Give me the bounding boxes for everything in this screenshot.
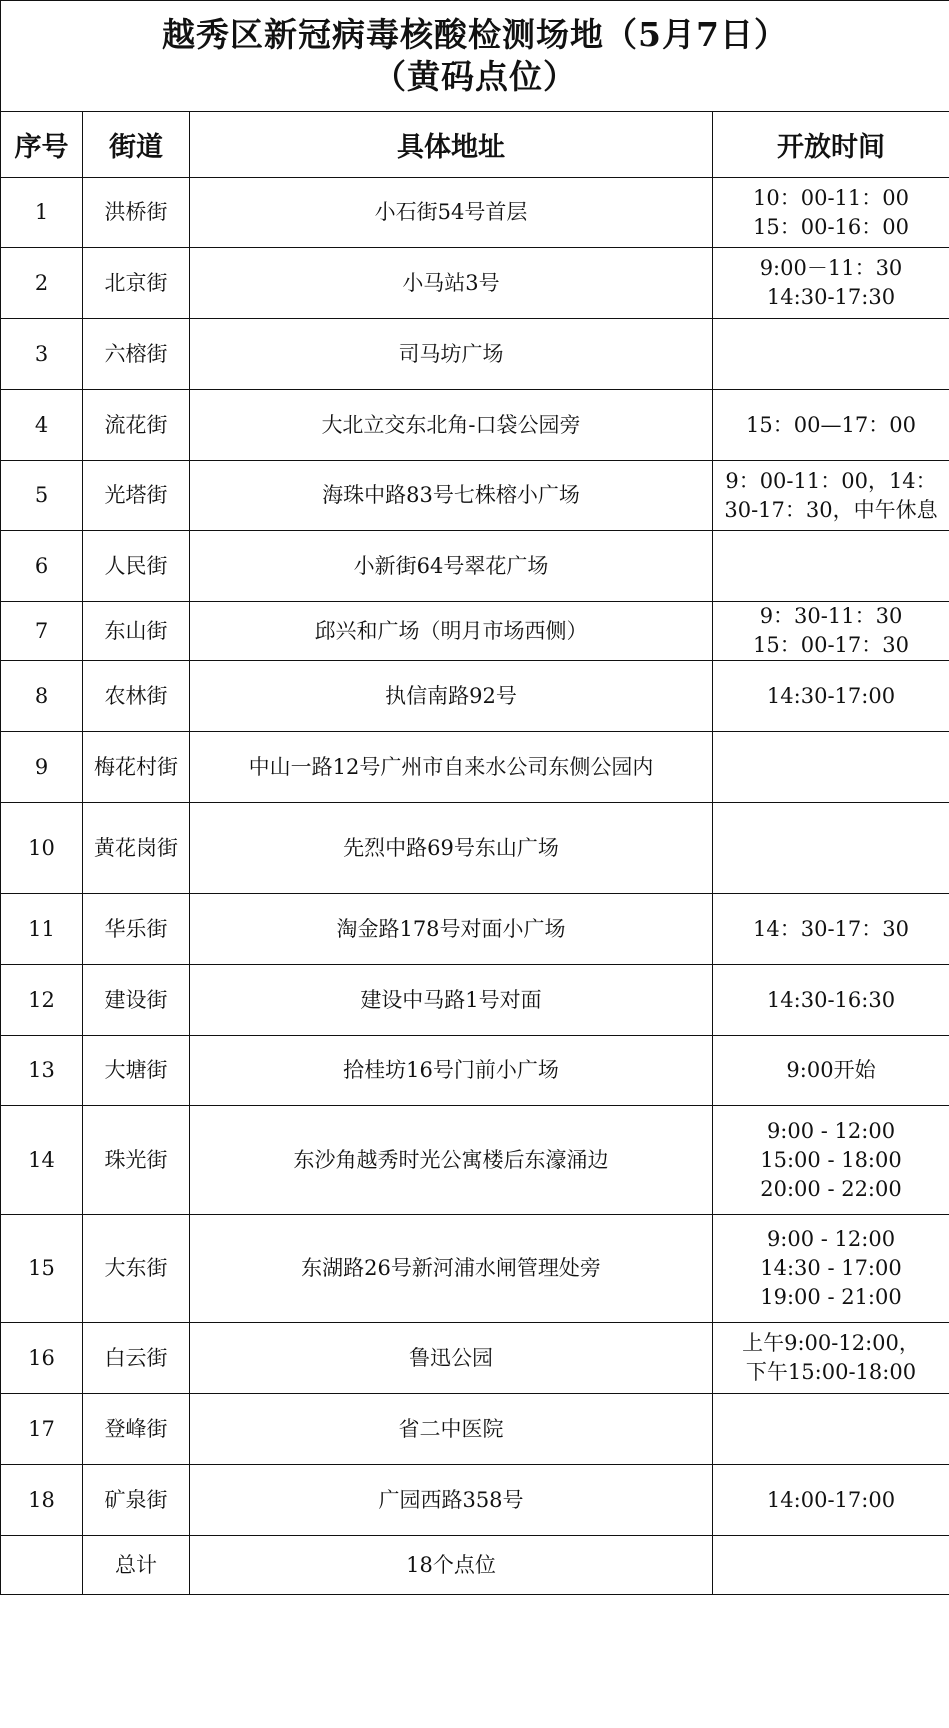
total-blank-hours	[713, 1536, 949, 1595]
hours-line: 下午15:00-18:00	[745, 1360, 917, 1384]
page-title: 越秀区新冠病毒核酸检测场地（5月7日）	[162, 15, 788, 54]
row-address: 广园西路358号	[190, 1465, 713, 1536]
table-row	[1, 248, 949, 319]
row-address: 执信南路92号	[190, 661, 713, 732]
total-value: 18个点位	[190, 1536, 713, 1595]
row-address: 中山一路12号广州市自来水公司东侧公园内	[190, 732, 713, 803]
row-hours	[713, 1106, 949, 1215]
row-street: 黄花岗街	[83, 803, 190, 894]
row-number: 9	[1, 732, 83, 803]
hours-line: 19:00 - 21:00	[760, 1285, 902, 1309]
row-number: 14	[1, 1106, 83, 1215]
row-address: 海珠中路83号七株榕小广场	[190, 461, 713, 531]
table-row	[1, 1394, 949, 1465]
row-address: 东沙角越秀时光公寓楼后东濠涌边	[190, 1106, 713, 1215]
hours-line: 15：00-16：00	[753, 214, 909, 239]
row-number: 13	[1, 1036, 83, 1106]
row-address: 邱兴和广场（明月市场西侧）	[190, 602, 713, 661]
row-street: 登峰街	[83, 1394, 190, 1465]
table-row	[1, 732, 949, 803]
table-row	[1, 178, 949, 248]
row-address: 拾桂坊16号门前小广场	[190, 1036, 713, 1106]
table-row	[1, 1465, 949, 1536]
row-number: 12	[1, 965, 83, 1036]
row-number: 2	[1, 248, 83, 319]
hours-line: 9:00－11：30	[759, 256, 903, 280]
table-row	[1, 390, 949, 461]
table-row	[1, 1215, 949, 1323]
row-hours	[713, 1465, 949, 1536]
row-hours	[713, 1215, 949, 1323]
hours-line: 15:00 - 18:00	[760, 1147, 902, 1172]
row-street: 华乐街	[83, 894, 190, 965]
header-no: 序号	[1, 112, 83, 178]
total-label: 总计	[83, 1536, 190, 1595]
table-row	[1, 894, 949, 965]
row-street: 农林街	[83, 661, 190, 732]
hours-line: 20:00 - 22:00	[760, 1176, 902, 1201]
row-number: 4	[1, 390, 83, 461]
row-street: 矿泉街	[83, 1465, 190, 1536]
row-address: 小石街54号首层	[190, 178, 713, 248]
row-hours	[713, 461, 949, 531]
row-number: 7	[1, 602, 83, 661]
row-street: 光塔街	[83, 461, 190, 531]
hours-line: 10：00-11：00	[753, 185, 909, 210]
table-row	[1, 661, 949, 732]
hours-line: 9:00 - 12:00	[766, 1118, 896, 1143]
hours-line: 9:00开始	[786, 1058, 876, 1082]
title-cell	[1, 1, 949, 112]
row-hours	[713, 661, 949, 732]
row-number: 10	[1, 803, 83, 894]
row-hours	[713, 965, 949, 1036]
row-street: 建设街	[83, 965, 190, 1036]
hours-line: 14:30 - 17:00	[760, 1256, 902, 1280]
row-hours	[713, 390, 949, 461]
row-address: 淘金路178号对面小广场	[190, 894, 713, 965]
header-address: 具体地址	[190, 112, 713, 178]
row-hours	[713, 1036, 949, 1106]
hours-line: 9：30-11：30	[759, 604, 903, 628]
header-row	[1, 112, 949, 178]
row-number: 15	[1, 1215, 83, 1323]
hours-line: 9:00 - 12:00	[766, 1227, 896, 1251]
table-row	[1, 803, 949, 894]
row-number: 18	[1, 1465, 83, 1536]
header-street: 街道	[83, 112, 190, 178]
row-street: 流花街	[83, 390, 190, 461]
row-street: 大东街	[83, 1215, 190, 1323]
row-street: 六榕街	[83, 319, 190, 390]
table-row	[1, 461, 949, 531]
table-row	[1, 1323, 949, 1394]
row-hours	[713, 178, 949, 248]
hours-line: 14:30-17:00	[766, 683, 896, 708]
row-number: 5	[1, 461, 83, 531]
row-number: 1	[1, 178, 83, 248]
row-hours	[713, 602, 949, 661]
row-number: 8	[1, 661, 83, 732]
row-hours	[713, 319, 949, 390]
table-row	[1, 1036, 949, 1106]
row-hours	[713, 803, 949, 894]
row-address: 司马坊广场	[190, 319, 713, 390]
row-hours	[713, 531, 949, 602]
row-street: 珠光街	[83, 1106, 190, 1215]
total-row	[1, 1536, 949, 1595]
hours-line: 14:30-17:30	[766, 285, 896, 309]
row-street: 洪桥街	[83, 178, 190, 248]
hours-line: 30-17：30，中午休息	[724, 497, 938, 522]
row-hours	[713, 732, 949, 803]
table-row	[1, 602, 949, 661]
hours-line: 14：30-17：30	[753, 916, 909, 941]
row-number: 3	[1, 319, 83, 390]
row-street: 梅花村街	[83, 732, 190, 803]
page-subtitle: （黄码点位）	[373, 57, 577, 96]
row-number: 16	[1, 1323, 83, 1394]
row-street: 北京街	[83, 248, 190, 319]
row-street: 白云街	[83, 1323, 190, 1394]
header-hours: 开放时间	[713, 112, 949, 178]
hours-line: 14:00-17:00	[766, 1487, 896, 1512]
row-address: 东湖路26号新河浦水闸管理处旁	[190, 1215, 713, 1323]
table-row	[1, 319, 949, 390]
hours-line: 9：00-11：00，14：	[725, 468, 937, 493]
table-row	[1, 965, 949, 1036]
table-row	[1, 531, 949, 602]
row-street: 大塘街	[83, 1036, 190, 1106]
row-address: 省二中医院	[190, 1394, 713, 1465]
total-blank-cell	[1, 1536, 83, 1595]
hours-line: 15：00—17：00	[746, 412, 916, 437]
row-address: 鲁迅公园	[190, 1323, 713, 1394]
row-street: 东山街	[83, 602, 190, 661]
row-address: 小马站3号	[190, 248, 713, 319]
hours-line: 14:30-16:30	[766, 987, 896, 1012]
row-number: 17	[1, 1394, 83, 1465]
row-street: 人民街	[83, 531, 190, 602]
row-address: 先烈中路69号东山广场	[190, 803, 713, 894]
row-hours	[713, 894, 949, 965]
table-row	[1, 1106, 949, 1215]
row-number: 6	[1, 531, 83, 602]
row-address: 建设中马路1号对面	[190, 965, 713, 1036]
row-address: 小新街64号翠花广场	[190, 531, 713, 602]
title-row	[1, 1, 949, 112]
row-address: 大北立交东北角-口袋公园旁	[190, 390, 713, 461]
row-number: 11	[1, 894, 83, 965]
row-hours	[713, 1394, 949, 1465]
hours-line: 上午9:00-12:00，	[742, 1331, 920, 1355]
hours-line: 15：00-17：30	[753, 633, 909, 657]
row-hours	[713, 248, 949, 319]
row-hours	[713, 1323, 949, 1394]
